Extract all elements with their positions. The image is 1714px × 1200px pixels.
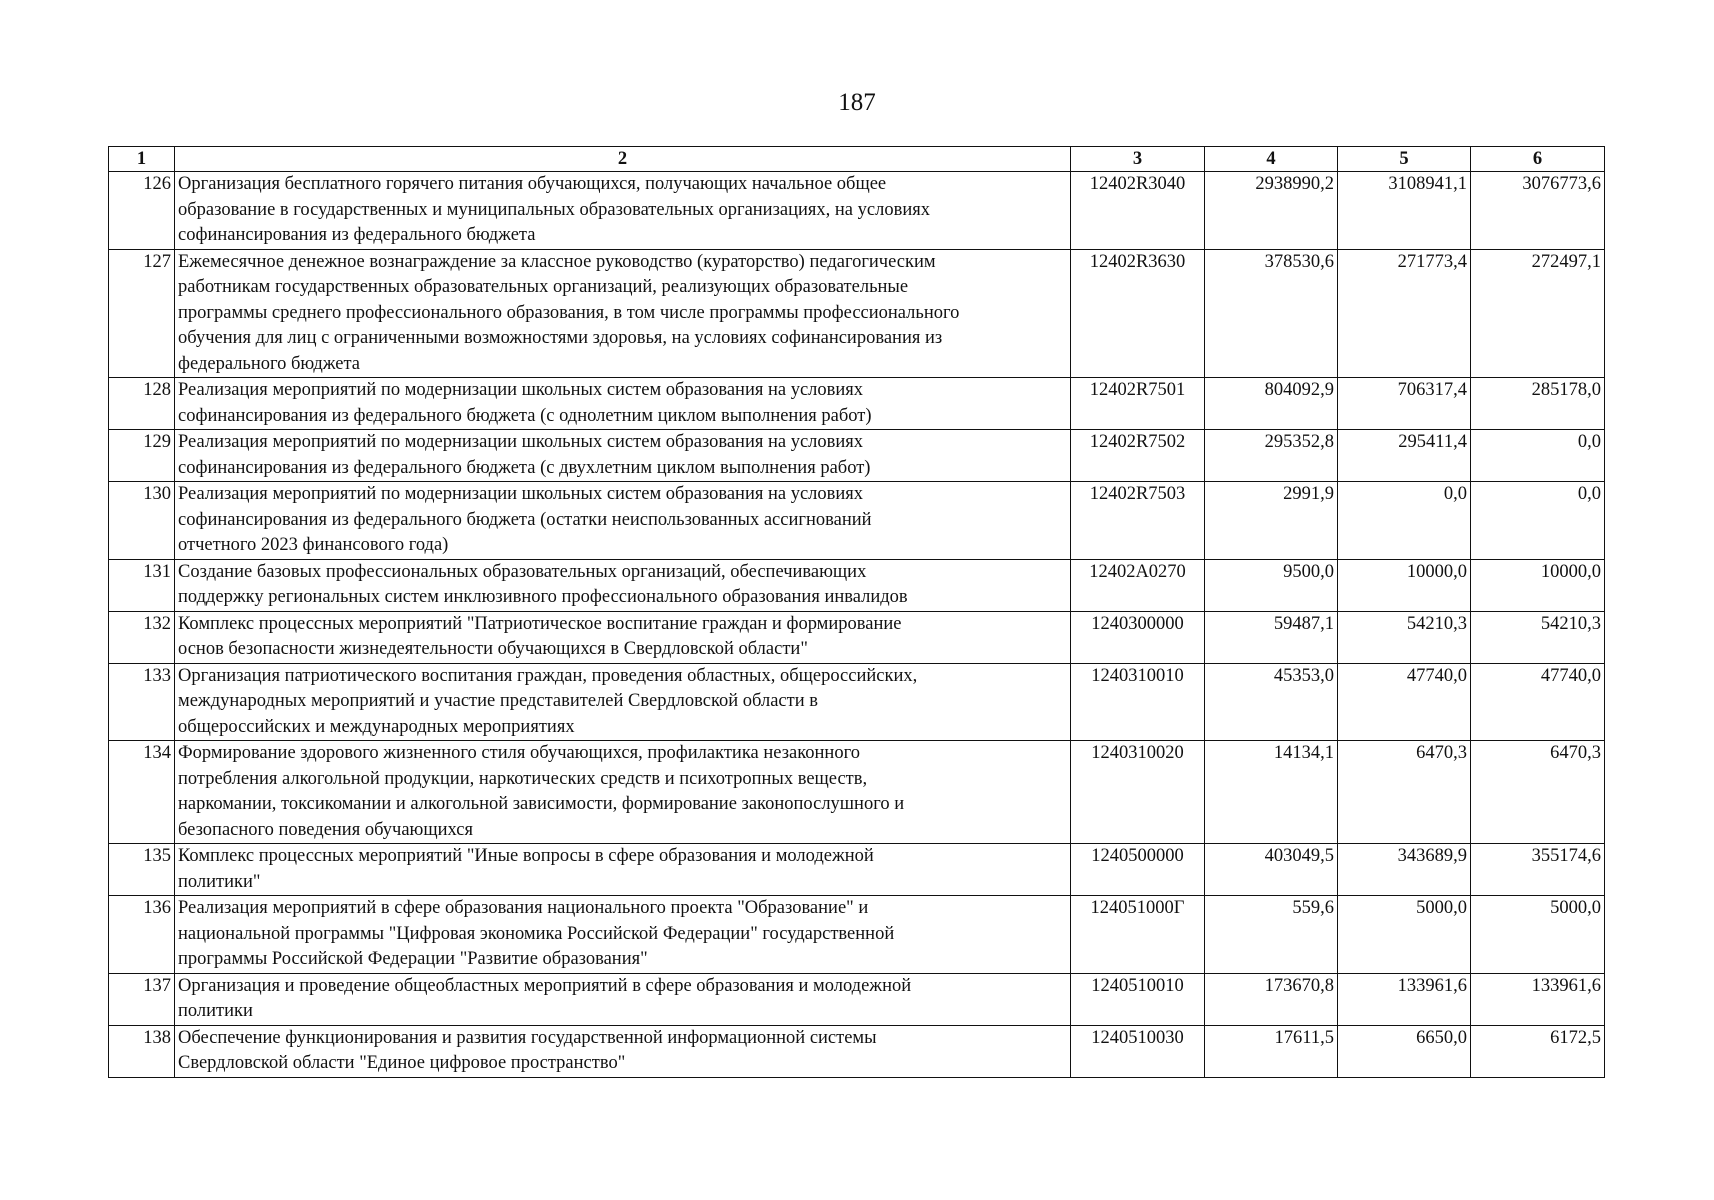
description-line: Реализация мероприятий по модернизации школьных систем образования на условиях: [178, 484, 864, 504]
table-row: [109, 741, 1605, 844]
row-number: 129: [109, 430, 175, 482]
row-description: [175, 249, 1071, 378]
row-code: 12402R3630: [1071, 249, 1205, 378]
row-code: 12402R3040: [1071, 172, 1205, 250]
description-line: Формирование здорового жизненного стиля обучающихся, профилактика незаконного: [178, 743, 860, 763]
row-number: 138: [109, 1025, 175, 1077]
row-description: [175, 378, 1071, 430]
description-line: Обеспечение функционирования и развития государственной информационной системы: [178, 1027, 877, 1048]
column-header-3: 3: [1071, 147, 1205, 172]
column-header-2: 2: [175, 147, 1071, 172]
table-row: [109, 559, 1605, 611]
description-line: софинансирования из федерального бюджета (с двухлетним циклом выполнения работ): [178, 457, 871, 478]
column-header-6: 6: [1471, 147, 1605, 172]
description-line: федерального бюджета: [178, 353, 361, 374]
row-number: 127: [109, 249, 175, 378]
row-description: [175, 172, 1071, 250]
row-amount-6: 0,0: [1471, 430, 1605, 482]
row-amount-5: 271773,4: [1338, 249, 1471, 378]
row-amount-6: 6470,3: [1471, 741, 1605, 844]
row-amount-5: 10000,0: [1338, 559, 1471, 611]
row-code: 12402R7503: [1071, 482, 1205, 560]
description-line: софинансирования из федерального бюджета (с однолетним циклом выполнения работ): [178, 405, 872, 426]
row-description: [175, 896, 1071, 974]
row-code: 12402A0270: [1071, 559, 1205, 611]
row-number: 137: [109, 973, 175, 1025]
row-amount-5: 47740,0: [1338, 663, 1471, 741]
row-amount-4: 804092,9: [1205, 378, 1338, 430]
description-line: Создание базовых профессиональных образовательных организаций, обеспечивающих: [178, 561, 867, 582]
page-number: 187: [838, 89, 876, 116]
row-code: 1240310010: [1071, 663, 1205, 741]
row-code: 1240510030: [1071, 1025, 1205, 1077]
row-amount-5: 133961,6: [1338, 973, 1471, 1025]
description-line: безопасного поведения обучающихся: [178, 819, 473, 840]
description-line: Реализация мероприятий по модернизации школьных систем образования на условиях: [178, 432, 864, 452]
row-amount-4: 378530,6: [1205, 249, 1338, 378]
row-amount-4: 17611,5: [1205, 1025, 1338, 1077]
row-amount-4: 295352,8: [1205, 430, 1338, 482]
row-description: [175, 611, 1071, 663]
row-code: 124051000Г: [1071, 896, 1205, 974]
column-header-1: 1: [109, 147, 175, 172]
row-amount-6: 6172,5: [1471, 1025, 1605, 1077]
description-line: Комплекс процессных мероприятий "Патриотическое воспитание граждан и формирование: [178, 613, 902, 634]
row-amount-4: 14134,1: [1205, 741, 1338, 844]
row-amount-4: 559,6: [1205, 896, 1338, 974]
description-line: Организация и проведение общеобластных мероприятий в сфере образования и молодежной: [178, 975, 912, 996]
row-code: 12402R7501: [1071, 378, 1205, 430]
row-code: 12402R7502: [1071, 430, 1205, 482]
table-row: [109, 663, 1605, 741]
row-code: 1240510010: [1071, 973, 1205, 1025]
row-number: 136: [109, 896, 175, 974]
row-description: [175, 741, 1071, 844]
row-description: [175, 663, 1071, 741]
row-amount-4: 45353,0: [1205, 663, 1338, 741]
description-line: софинансирования из федерального бюджета (остатки неиспользованных ассигнований: [178, 509, 872, 530]
row-number: 134: [109, 741, 175, 844]
row-code: 1240300000: [1071, 611, 1205, 663]
row-amount-5: 3108941,1: [1338, 172, 1471, 250]
table-row: [109, 896, 1605, 974]
description-line: поддержку региональных систем инклюзивного профессионального образования инвалидов: [178, 587, 908, 607]
row-number: 135: [109, 844, 175, 896]
row-amount-6: 272497,1: [1471, 249, 1605, 378]
row-amount-5: 6470,3: [1338, 741, 1471, 844]
row-description: [175, 482, 1071, 560]
description-line: наркомании, токсикомании и алкогольной зависимости, формирование законопослушного и: [178, 794, 905, 814]
row-number: 126: [109, 172, 175, 250]
description-line: основ безопасности жизнедеятельности обучающихся в Свердловской области": [178, 639, 808, 659]
column-header-5: 5: [1338, 147, 1471, 172]
row-amount-6: 10000,0: [1471, 559, 1605, 611]
row-amount-6: 133961,6: [1471, 973, 1605, 1025]
description-line: национальной программы "Цифровая экономика Российской Федерации" государственной: [178, 923, 895, 944]
table-row: [109, 249, 1605, 378]
table-header: [109, 147, 1605, 172]
row-amount-6: 355174,6: [1471, 844, 1605, 896]
description-line: программы Российской Федерации "Развитие образования": [178, 949, 648, 969]
row-description: [175, 844, 1071, 896]
description-line: отчетного 2023 финансового года): [178, 535, 449, 555]
row-amount-4: 2938990,2: [1205, 172, 1338, 250]
row-amount-6: 3076773,6: [1471, 172, 1605, 250]
row-number: 133: [109, 663, 175, 741]
description-line: софинансирования из федерального бюджета: [178, 225, 536, 245]
row-number: 131: [109, 559, 175, 611]
description-line: международных мероприятий и участие представителей Свердловской области в: [178, 691, 818, 711]
description-line: политики": [178, 871, 261, 892]
row-number: 128: [109, 378, 175, 430]
row-amount-5: 6650,0: [1338, 1025, 1471, 1077]
description-line: политики: [178, 1001, 253, 1021]
row-amount-5: 343689,9: [1338, 844, 1471, 896]
table-row: [109, 844, 1605, 896]
row-amount-5: 295411,4: [1338, 430, 1471, 482]
table-row: [109, 430, 1605, 482]
row-code: 1240310020: [1071, 741, 1205, 844]
row-amount-4: 173670,8: [1205, 973, 1338, 1025]
description-line: Организация бесплатного горячего питания обучающихся, получающих начальное общее: [178, 174, 887, 194]
row-amount-4: 2991,9: [1205, 482, 1338, 560]
description-line: работникам государственных образовательных организаций, реализующих образовательные: [178, 277, 909, 297]
description-line: общероссийских и международных мероприятиях: [178, 716, 575, 737]
description-line: обучения для лиц с ограниченными возможностями здоровья, на условиях софинансирования из: [178, 328, 943, 348]
description-line: программы среднего профессионального образования, в том числе программы профессионального: [178, 302, 960, 323]
description-line: Реализация мероприятий по модернизации школьных систем образования на условиях: [178, 380, 864, 400]
row-description: [175, 430, 1071, 482]
table-row: [109, 611, 1605, 663]
table-row: [109, 482, 1605, 560]
row-amount-4: 403049,5: [1205, 844, 1338, 896]
table-row: [109, 973, 1605, 1025]
row-amount-5: 5000,0: [1338, 896, 1471, 974]
budget-table: [108, 146, 1605, 1078]
row-number: 132: [109, 611, 175, 663]
row-amount-6: 0,0: [1471, 482, 1605, 560]
description-line: Организация патриотического воспитания граждан, проведения областных, общероссийских,: [178, 665, 918, 686]
row-amount-6: 5000,0: [1471, 896, 1605, 974]
description-line: образование в государственных и муниципальных образовательных организациях, на условиях: [178, 199, 930, 220]
row-description: [175, 973, 1071, 1025]
table-body: [109, 172, 1605, 1078]
row-amount-6: 285178,0: [1471, 378, 1605, 430]
row-description: [175, 559, 1071, 611]
description-line: потребления алкогольной продукции, наркотических средств и психотропных веществ,: [178, 768, 868, 789]
row-amount-5: 706317,4: [1338, 378, 1471, 430]
row-amount-6: 47740,0: [1471, 663, 1605, 741]
table-row: [109, 172, 1605, 250]
column-header-4: 4: [1205, 147, 1338, 172]
description-line: Ежемесячное денежное вознаграждение за классное руководство (кураторство) педагогическим: [178, 251, 936, 272]
row-amount-4: 9500,0: [1205, 559, 1338, 611]
row-amount-5: 54210,3: [1338, 611, 1471, 663]
description-line: Комплекс процессных мероприятий "Иные вопросы в сфере образования и молодежной: [178, 846, 874, 866]
row-code: 1240500000: [1071, 844, 1205, 896]
row-amount-4: 59487,1: [1205, 611, 1338, 663]
row-amount-6: 54210,3: [1471, 611, 1605, 663]
table-row: [109, 1025, 1605, 1077]
header-row: [109, 147, 1605, 172]
row-number: 130: [109, 482, 175, 560]
row-amount-5: 0,0: [1338, 482, 1471, 560]
description-line: Свердловской области "Единое цифровое пространство": [178, 1053, 626, 1073]
table-row: [109, 378, 1605, 430]
description-line: Реализация мероприятий в сфере образования национального проекта "Образование" и: [178, 898, 869, 918]
row-description: [175, 1025, 1071, 1077]
